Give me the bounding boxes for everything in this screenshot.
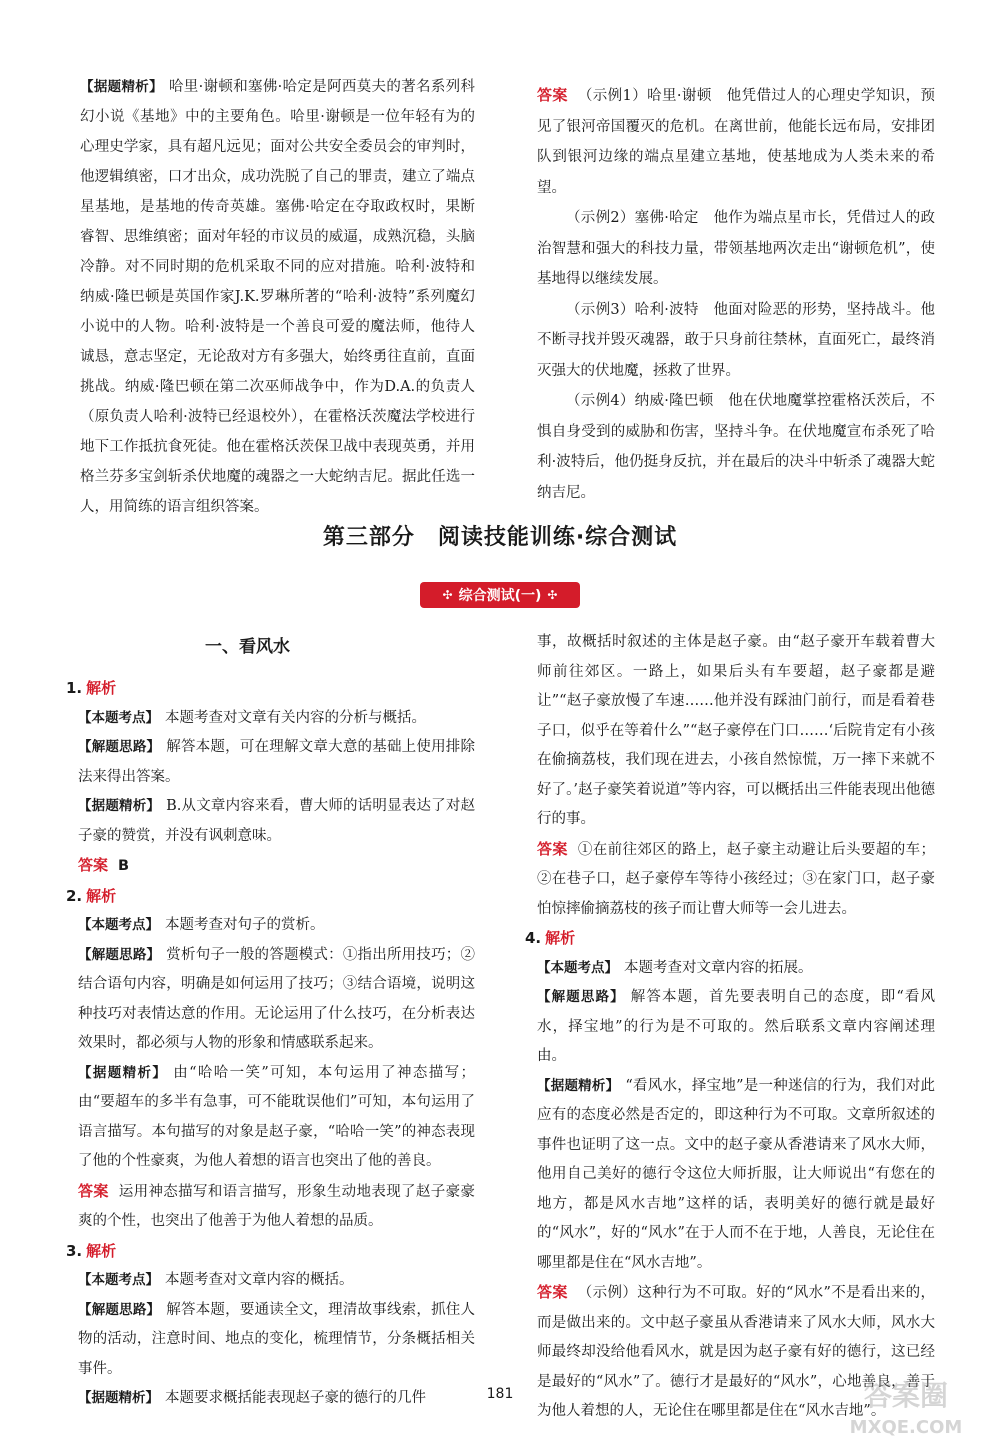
q4-point: 【本题考点】 本题考查对文章内容的拓展。 [537,959,813,976]
q2-point: 【本题考点】 本题考查对句子的赏析。 [78,917,325,933]
svg-text:答案圈: 答案圈 [863,1379,949,1412]
q3-analysis-continued: 事，故概括时叙述的主体是赵子豪。由“赵子豪开车载着曹大师前往郊区。一路上，如果后头有车要超，赵子豪都是避让”“赵子豪放慢了车速……他并没有踩油门前行，而是看着巷子口，似乎在等着什么”“赵子豪停在门口……‘后院肯定有小孩在偷摘荔枝，我们现在进去，小孩自然惊慌，万一摔下来就不好了。’赵子豪笑着说道”等内容，可以概括出三件能表现出他德行的事。 [537,634,935,827]
svg-text:MXQE.COM: MXQE.COM [849,1417,963,1438]
q1-point: 【本题考点】 本题考查对文章有关内容的分析与概括。 [78,709,426,726]
page-number: 181 [486,1386,514,1402]
q1-answer: 答案 B [78,856,130,874]
q2-answer: 答案 运用神态描写和语言描写，形象生动地表现了赵子豪豪爽的个性，也突出了他善于为他人着想的品质。 [78,1181,475,1229]
question-3-header: 3. 解析 [66,1241,117,1260]
answer-example-1: 答案 （示例1）哈里·谢顿 他凭借过人的心理史学知识，预见了银河帝国覆灭的危机。在离世前，他能长远布局，安排团队到银河边缘的端点星建立基地，使基地成为人类未来的希望。 [537,86,935,196]
q4-answer: 答案 （示例）这种行为不可取。好的“风水”不是看出来的，而是做出来的。文中赵子豪虽从香港请来了风水大师，风水大师最终却没给他看风水，就是因为赵子豪有好的德行，这已经是最好的“风水”了。德行才是最好的“风水”，心地善良，善于为他人着想的人，无论住在哪里都是住在“风水吉地”。 [537,1283,935,1419]
q4-approach: 【解题思路】 解答本题，首先要表明自己的态度，即“看风水，择宝地”的行为是不可取的。然后联系文章内容阐述理由。 [537,989,936,1064]
q3-approach: 【解题思路】 解答本题，要通读全文，理清故事线索，抓住人物的活动，注意时间、地点的变化，梳理情节，分条概括相关事件。 [78,1301,476,1377]
sparkle-icon: ✣ [442,588,453,602]
q3-point: 【本题考点】 本题考查对文章内容的概括。 [78,1272,354,1288]
top-right-column [537,80,935,508]
answer-example-3: （示例3）哈利·波特 他面对险恶的形势，坚持战斗。他不断寻找并毁灭魂器，敢于只身前往禁林，直面死亡，最终消灭强大的伏地魔，拯救了世界。 [537,301,935,379]
q4-analysis: 【据题精析】 “看风水，择宝地”是一种迷信的行为，我们对此应有的态度必然是否定的，即这种行为不可取。文章所叙述的事件也证明了这一点。文中的赵子豪从香港请来了风水大师，他用自己美好的德行令这位大师折服，让大师说出“有您在的地方，都是风水吉地”这样的话，表明美好的德行就是最好的“风水”，好的“风水”在于人而不在于地，人善良，无论住在哪里都是住在“风水吉地”。 [537,1077,935,1271]
top-left-column [80,72,475,522]
q3-answer: 答案 ①在前往郊区的路上，赵子豪主动避让后头要超的车；②在巷子口，赵子豪停车等待小孩经过；③在家门口，赵子豪怕惊摔偷摘荔枝的孩子而让曹大师等一会儿进去。 [537,839,935,917]
section-title: 一、看风水 [205,637,290,657]
watermark-logo [826,1371,986,1441]
sparkle-icon: ✣ [547,588,558,602]
question-2-header: 2. 解析 [66,886,117,905]
question-1-header: 1. 解析 [66,679,117,697]
answer-label: 答案 [537,86,568,104]
q2-analysis: 【据题精析】 由“哈哈一笑”可知，本句运用了神态描写；由“要超车的多半有急事，可不能耽误他们”可知，本句运用了语言描写。本句描写的对象是赵子豪，“哈哈一笑”的神态表现了他的个性豪爽，为他人着想的语言也突出了他的善良。 [78,1064,475,1169]
bottom-left-column [66,674,476,1414]
q1-analysis: 【据题精析】 B.从文章内容来看，曹大师的话明显表达了对赵子豪的赞赏，并没有讽刺意味。 [78,798,475,844]
analysis-tag: 【据题精析】 [80,79,163,95]
bottom-right-column [525,628,936,1427]
test-banner: ✣ 综合测试(一) ✣ [420,582,580,608]
part-title: 第三部分 阅读技能训练·综合测试 [322,525,678,550]
q1-approach: 【解题思路】 解答本题，可在理解文章大意的基础上使用排除法来得出答案。 [78,739,476,785]
analysis-paragraph: 【据题精析】 哈里·谢顿和塞佛·哈定是阿西莫夫的著名系列科幻小说《基地》中的主要角色。哈里·谢顿是一位年轻有为的心理史学家，具有超凡远见；面对公共安全委员会的审判时，他逻辑缜密，口才出众，成功洗脱了自己的罪责，建立了端点星基地，是基地的传奇英雄。塞佛·哈定在夺取政权时，果断睿智、思维缜密；面对年轻的市议员的威逼，成熟沉稳，头脑冷静。对不同时期的危机采取不同的应对措施。哈利·波特和纳威·隆巴顿是英国作家J.K.罗琳所著的“哈利·波特”系列魔幻小说中的人物。哈利·波特是一个善良可爱的魔法师，他待人诚恳，意志坚定，无论敌对方有多强大，始终勇往直前，直面挑战。纳威·隆巴顿在第二次巫师战争中，作为D.A.的负责人（原负责人哈利·波特已经退校外），在霍格沃茨魔法学校进行地下工作抵抗食死徒。他在霍格沃茨保卫战中表现英勇，并用格兰芬多宝剑斩杀伏地魔的魂器之一大蛇纳吉尼。据此任选一人，用简练的语言组织答案。 [80,79,475,515]
q3-analysis: 【据题精析】 本题要求概括能表现赵子豪的德行的几件 [78,1390,426,1406]
answer-example-4: （示例4）纳威·隆巴顿 他在伏地魔掌控霍格沃茨后，不惧自身受到的威胁和伤害，坚持斗争。在伏地魔宣布杀死了哈利·波特后，他仍挺身反抗，并在最后的决斗中斩杀了魂器大蛇纳吉尼。 [537,393,935,501]
question-4-header: 4. 解析 [525,929,576,947]
q2-approach: 【解题思路】 赏析句子一般的答题模式：①指出所用技巧；②结合语句内容，明确是如何运用了技巧；③结合语境，说明这种技巧对表情达意的作用。无论运用了什么技巧，在分析表达效果时，都必须与人物的形象和情感联系起来。 [78,946,476,1051]
answer-example-2: （示例2）塞佛·哈定 他作为端点星市长，凭借过人的政治智慧和强大的科技力量，带领基地两次走出“谢顿危机”，使基地得以继续发展。 [537,210,935,287]
